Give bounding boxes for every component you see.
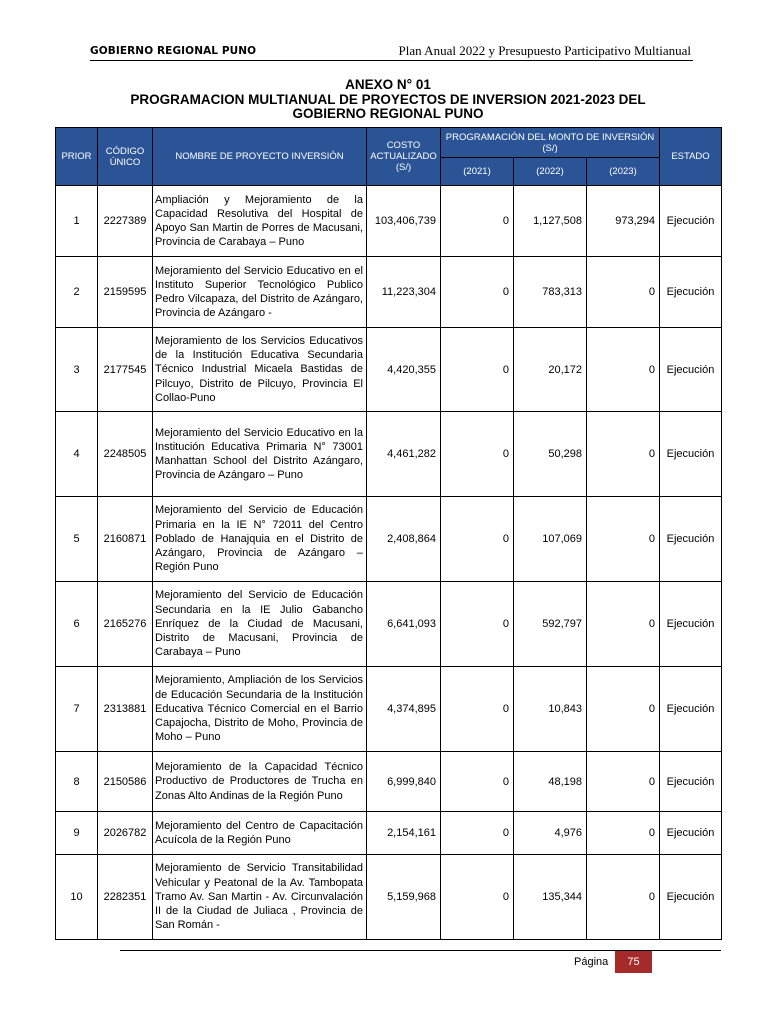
cell-nombre: Mejoramiento de los Servicios Educativos de la Institución Educativa Secundaria Técnico Industrial Micaela Bastidas de Pilcuyo, Distrito de Pilcuyo, Provincia El Collao-Puno bbox=[153, 328, 367, 412]
cell-estado: Ejecución bbox=[660, 812, 722, 855]
cell-2022: 135,344 bbox=[514, 855, 587, 940]
cell-2021: 0 bbox=[441, 667, 514, 752]
table-row bbox=[56, 752, 722, 812]
col-header-2022: (2022) bbox=[514, 158, 587, 186]
cell-2021: 0 bbox=[441, 186, 514, 257]
cell-codigo: 2313881 bbox=[98, 667, 153, 752]
cell-prior: 3 bbox=[56, 328, 98, 412]
col-header-costo: COSTO ACTUALIZADO (S/) bbox=[367, 128, 441, 186]
page-label: Página bbox=[574, 956, 609, 968]
header-document-title: Plan Anual 2022 y Presupuesto Participativo Multianual bbox=[398, 43, 691, 58]
table-row bbox=[56, 257, 722, 328]
cell-2022: 1,127,508 bbox=[514, 186, 587, 257]
cell-2022: 4,976 bbox=[514, 812, 587, 855]
cell-codigo: 2159595 bbox=[98, 257, 153, 328]
col-header-2021: (2021) bbox=[441, 158, 514, 186]
cell-costo: 4,461,282 bbox=[367, 412, 441, 497]
annex-title: ANEXO N° 01 bbox=[345, 77, 431, 92]
document-titles bbox=[55, 78, 721, 122]
cell-2023: 0 bbox=[587, 582, 660, 667]
cell-estado: Ejecución bbox=[660, 667, 722, 752]
cell-nombre: Ampliación y Mejoramiento de la Capacidad Resolutiva del Hospital de Apoyo San Martin de Porres de Macusani, Provincia de Carabaya – Puno bbox=[153, 186, 367, 257]
cell-costo: 11,223,304 bbox=[367, 257, 441, 328]
cell-estado: Ejecución bbox=[660, 582, 722, 667]
cell-estado: Ejecución bbox=[660, 186, 722, 257]
cell-2023: 0 bbox=[587, 257, 660, 328]
cell-2022: 783,313 bbox=[514, 257, 587, 328]
cell-codigo: 2248505 bbox=[98, 412, 153, 497]
cell-costo: 5,159,968 bbox=[367, 855, 441, 940]
cell-prior: 4 bbox=[56, 412, 98, 497]
table-row bbox=[56, 812, 722, 855]
cell-nombre: Mejoramiento del Servicio de Educación Primaria en la IE N° 72011 del Centro Poblado de Hanajquia en el Distrito de Azángaro, Provincia de Azángaro – Región Puno bbox=[153, 497, 367, 582]
cell-nombre: Mejoramiento del Servicio de Educación Secundaria en la IE Julio Gabancho Enríquez de la Ciudad de Macusani, Distrito de Macusani, Provincia de Carabaya – Puno bbox=[153, 582, 367, 667]
cell-nombre: Mejoramiento del Servicio Educativo en la Institución Educativa Primaria N° 73001 Manhattan School del Distrito Azángaro, Provincia de Azángaro – Puno bbox=[153, 412, 367, 497]
cell-2022: 20,172 bbox=[514, 328, 587, 412]
cell-2023: 973,294 bbox=[587, 186, 660, 257]
cell-2021: 0 bbox=[441, 257, 514, 328]
cell-2021: 0 bbox=[441, 812, 514, 855]
cell-estado: Ejecución bbox=[660, 855, 722, 940]
cell-costo: 4,374,895 bbox=[367, 667, 441, 752]
cell-prior: 5 bbox=[56, 497, 98, 582]
table-row bbox=[56, 855, 722, 940]
cell-2022: 50,298 bbox=[514, 412, 587, 497]
cell-costo: 2,154,161 bbox=[367, 812, 441, 855]
cell-codigo: 2165276 bbox=[98, 582, 153, 667]
cell-codigo: 2227389 bbox=[98, 186, 153, 257]
cell-nombre: Mejoramiento del Centro de Capacitación Acuícola de la Región Puno bbox=[153, 812, 367, 855]
cell-prior: 7 bbox=[56, 667, 98, 752]
cell-2021: 0 bbox=[441, 855, 514, 940]
cell-codigo: 2177545 bbox=[98, 328, 153, 412]
cell-2023: 0 bbox=[587, 497, 660, 582]
cell-estado: Ejecución bbox=[660, 257, 722, 328]
cell-costo: 103,406,739 bbox=[367, 186, 441, 257]
cell-2021: 0 bbox=[441, 497, 514, 582]
col-header-prior: PRIOR bbox=[56, 128, 98, 186]
table-row bbox=[56, 328, 722, 412]
investment-projects-table bbox=[55, 127, 722, 940]
col-header-programacion: PROGRAMACIÓN DEL MONTO DE INVERSIÓN (S/) bbox=[441, 128, 660, 158]
cell-costo: 2,408,864 bbox=[367, 497, 441, 582]
cell-estado: Ejecución bbox=[660, 412, 722, 497]
cell-prior: 6 bbox=[56, 582, 98, 667]
cell-costo: 4,420,355 bbox=[367, 328, 441, 412]
cell-nombre: Mejoramiento de Servicio Transitabilidad Vehicular y Peatonal de la Av. Tambopata Tramo Av. San Martin - Av. Circunvalación II de la Ciudad de Juliaca , Provincia de San Román - bbox=[153, 855, 367, 940]
cell-codigo: 2026782 bbox=[98, 812, 153, 855]
cell-nombre: Mejoramiento de la Capacidad Técnico Productivo de Productores de Trucha en Zonas Alto Andinas de la Región Puno bbox=[153, 752, 367, 812]
cell-estado: Ejecución bbox=[660, 328, 722, 412]
cell-codigo: 2282351 bbox=[98, 855, 153, 940]
cell-2022: 592,797 bbox=[514, 582, 587, 667]
cell-nombre: Mejoramiento, Ampliación de los Servicios de Educación Secundaria de la Institución Educativa Técnico Comercial en el Barrio Capajocha, Distrito de Moho, Provincia de Moho – Puno bbox=[153, 667, 367, 752]
table-row bbox=[56, 186, 722, 257]
cell-estado: Ejecución bbox=[660, 497, 722, 582]
table-row bbox=[56, 412, 722, 497]
cell-2023: 0 bbox=[587, 667, 660, 752]
table-row bbox=[56, 497, 722, 582]
cell-2021: 0 bbox=[441, 752, 514, 812]
cell-codigo: 2160871 bbox=[98, 497, 153, 582]
cell-nombre: Mejoramiento del Servicio Educativo en el Instituto Superior Tecnológico Publico Pedro Vilcapaza, del Distrito de Azángaro, Provincia de Azángaro - bbox=[153, 257, 367, 328]
cell-2023: 0 bbox=[587, 752, 660, 812]
header-organization: GOBIERNO REGIONAL PUNO bbox=[90, 45, 257, 57]
cell-2023: 0 bbox=[587, 328, 660, 412]
cell-costo: 6,999,840 bbox=[367, 752, 441, 812]
cell-2021: 0 bbox=[441, 582, 514, 667]
col-header-2023: (2023) bbox=[587, 158, 660, 186]
cell-2023: 0 bbox=[587, 812, 660, 855]
cell-costo: 6,641,093 bbox=[367, 582, 441, 667]
cell-codigo: 2150586 bbox=[98, 752, 153, 812]
cell-2023: 0 bbox=[587, 412, 660, 497]
cell-estado: Ejecución bbox=[660, 752, 722, 812]
cell-prior: 1 bbox=[56, 186, 98, 257]
table-row bbox=[56, 582, 722, 667]
col-header-estado: ESTADO bbox=[660, 128, 722, 186]
table-title-line-2: GOBIERNO REGIONAL PUNO bbox=[292, 106, 484, 121]
cell-2022: 10,843 bbox=[514, 667, 587, 752]
cell-2021: 0 bbox=[441, 328, 514, 412]
cell-2023: 0 bbox=[587, 855, 660, 940]
col-header-codigo: CÓDIGO ÚNICO bbox=[98, 128, 153, 186]
page-number-badge: 75 bbox=[615, 951, 652, 973]
table-title-line-1: PROGRAMACION MULTIANUAL DE PROYECTOS DE INVERSION 2021-2023 DEL bbox=[130, 91, 646, 107]
cell-prior: 8 bbox=[56, 752, 98, 812]
cell-2022: 48,198 bbox=[514, 752, 587, 812]
cell-2021: 0 bbox=[441, 412, 514, 497]
page-header bbox=[90, 42, 693, 61]
cell-2022: 107,069 bbox=[514, 497, 587, 582]
cell-prior: 9 bbox=[56, 812, 98, 855]
col-header-nombre: NOMBRE DE PROYECTO INVERSIÓN bbox=[153, 128, 367, 186]
cell-prior: 10 bbox=[56, 855, 98, 940]
table-row bbox=[56, 667, 722, 752]
cell-prior: 2 bbox=[56, 257, 98, 328]
